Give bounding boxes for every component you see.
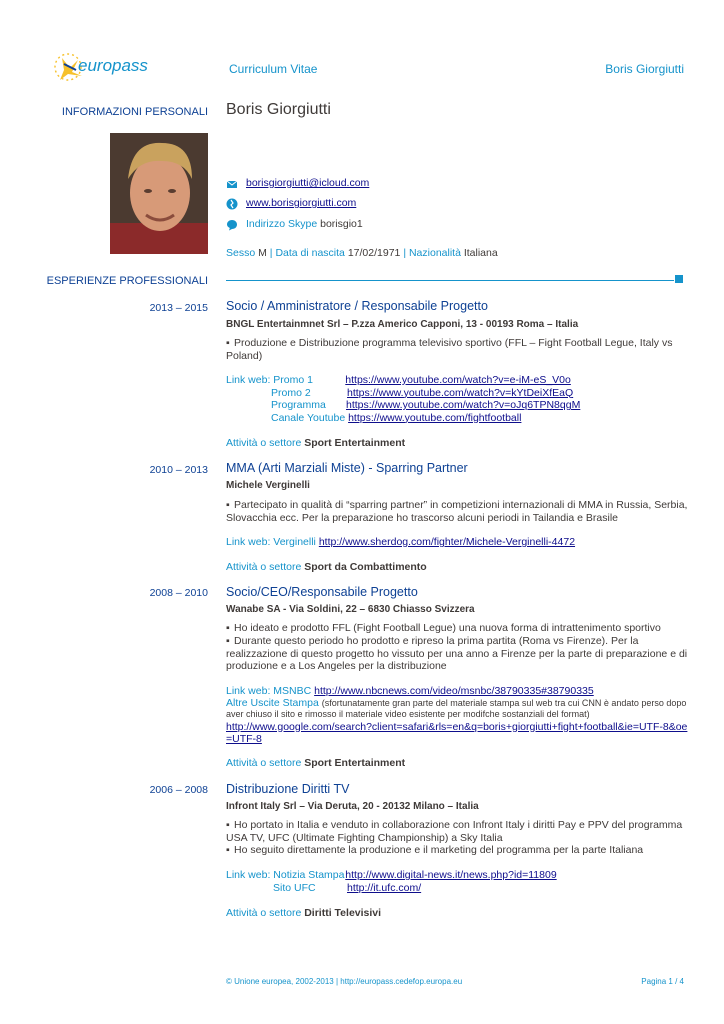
other-press-note: (sfortunatamente gran parte del materiale stampa sul web tra cui CNN è andato perso dopo aver chiuso il sito e rimosso il materiale video esistente per modifche sostanziali del format) bbox=[226, 697, 687, 720]
skype-row bbox=[246, 218, 363, 230]
europass-logo bbox=[48, 50, 158, 84]
link-name: Notizia Stampa bbox=[273, 869, 345, 881]
skype-label: Indirizzo Skype bbox=[246, 218, 318, 230]
sector-label: Attività o settore bbox=[226, 907, 302, 919]
job-dates: 2010 – 2013 bbox=[149, 464, 208, 476]
job-employer: Michele Verginelli bbox=[226, 480, 310, 491]
sector-row bbox=[226, 437, 405, 450]
email-icon bbox=[226, 178, 238, 190]
profile-photo bbox=[110, 133, 208, 254]
bullet-text: Durante questo periodo ho prodotto e ripreso la prima partita (Roma vs Firenze). Per la realizzazione di questo progetto ho vissuto per una anno a Firenze per la parte di preparazione e di produzione e a Los Angeles per la distribuzione bbox=[226, 635, 688, 673]
link-url[interactable]: http://www.digital-news.it/news.php?id=11809 bbox=[345, 869, 557, 881]
sex-label: Sesso bbox=[226, 247, 256, 259]
chat-icon bbox=[226, 219, 238, 231]
sector-label: Attività o settore bbox=[226, 561, 302, 573]
job-bullet: ▪ Partecipato in qualità di “sparring partner” in competizioni internazionali di MMA in Russia, Serbia, Slovacchia ecc. Per la preparazione ho trascorso alcuni periodi in Tailandia e Brasile bbox=[226, 499, 688, 524]
personal-details bbox=[226, 247, 498, 259]
nationality-label: Nazionalità bbox=[408, 247, 461, 259]
links-block bbox=[226, 685, 690, 746]
sector-label: Attività o settore bbox=[226, 437, 302, 449]
sector-value: Sport Entertainment bbox=[304, 437, 406, 449]
full-name: Boris Giorgiutti bbox=[226, 101, 331, 118]
logo-text: europass bbox=[78, 56, 148, 75]
footer-copyright: © Unione europea, 2002-2013 | http://europass.cedefop.europa.eu bbox=[226, 977, 463, 986]
job-dates: 2013 – 2015 bbox=[149, 302, 208, 314]
link-url[interactable]: https://www.youtube.com/watch?v=e-iM-eS_V0o bbox=[345, 374, 571, 386]
job-bullet: ▪ Ho portato in Italia e venduto in collaborazione con Infront Italy i diritti Pay e PPV del programma USA TV, UFC (Ultimate Fighting Championship) a Sky Italia bbox=[226, 819, 683, 844]
link-url[interactable]: http://www.sherdog.com/fighter/Michele-Verginelli-4472 bbox=[318, 536, 576, 548]
sector-row bbox=[226, 561, 427, 574]
links-label: Link web: bbox=[226, 869, 271, 881]
job-bullet: ▪ Ho seguito direttamente la produzione e il marketing del programma per la parte Italiana bbox=[226, 844, 644, 856]
nationality-value: Italiana bbox=[463, 247, 498, 259]
job-title: MMA (Arti Marziali Miste) - Sparring Partner bbox=[226, 461, 468, 475]
job-employer: BNGL Entertainmnet Srl – P.zza Americo Capponi, 13 - 00193 Roma – Italia bbox=[226, 319, 579, 330]
bullet-text: Ho seguito direttamente la produzione e il marketing del programma per la parte Italiana bbox=[234, 844, 644, 856]
link-name: MSNBC bbox=[273, 685, 312, 697]
doc-title: Curriculum Vitae bbox=[229, 62, 318, 76]
sector-value: Diritti Televisivi bbox=[304, 907, 382, 919]
links-block bbox=[226, 374, 580, 424]
birth-value: 17/02/1971 bbox=[347, 247, 401, 259]
section-marker bbox=[675, 275, 683, 283]
link-name: Sito UFC bbox=[273, 881, 316, 894]
bullet-text: Ho ideato e prodotto FFL (Fight Football Legue) una nuova forma di intrattenimento sportivo bbox=[234, 622, 661, 634]
job-title: Socio / Amministratore / Responsabile Progetto bbox=[226, 299, 488, 313]
sector-row bbox=[226, 907, 381, 920]
job-employer: Wanabe SA - Via Soldini, 22 – 6830 Chiasso Svizzera bbox=[226, 604, 475, 615]
link-name: Programma bbox=[271, 399, 326, 412]
bullet-text: Ho portato in Italia e venduto in collaborazione con Infront Italy i diritti Pay e PPV del programma USA TV, UFC (Ultimate Fighting Championship) a Sky Italia bbox=[226, 819, 683, 844]
birth-label: Data di nascita bbox=[275, 247, 345, 259]
links-label: Link web: bbox=[226, 374, 271, 386]
links-label: Link web: bbox=[226, 685, 271, 697]
section-label-experience: ESPERIENZE PROFESSIONALI bbox=[46, 275, 208, 287]
separator: | bbox=[269, 247, 273, 259]
job-title: Socio/CEO/Responsabile Progetto bbox=[226, 585, 418, 599]
links-block bbox=[226, 869, 557, 894]
sector-row bbox=[226, 757, 405, 770]
web-icon bbox=[226, 198, 238, 210]
section-rule bbox=[226, 280, 674, 281]
job-bullet: ▪ Durante questo periodo ho prodotto e ripreso la prima partita (Roma vs Firenze). Per la realizzazione di questo progetto ho vissuto per una anno a Firenze per la parte di preparazione e di produzione e a Los Angeles per la distribuzione bbox=[226, 635, 688, 673]
bullet-text: Partecipato in qualità di “sparring partner” in competizioni internazionali di MMA in Russia, Serbia, Slovacchia ecc. Per la preparazione ho trascorso alcuni periodi in Tailandia e Brasile bbox=[226, 499, 688, 524]
link-url[interactable]: https://www.youtube.com/watch?v=oJq6TPN8qgM bbox=[346, 399, 581, 412]
link-name: Promo 2 bbox=[271, 386, 311, 399]
links-block bbox=[226, 536, 575, 549]
sector-value: Sport da Combattimento bbox=[304, 561, 427, 573]
other-press-label: Altre Uscite Stampa bbox=[226, 696, 319, 709]
sector-value: Sport Entertainment bbox=[304, 757, 406, 769]
sex-value: M bbox=[258, 247, 267, 259]
link-url[interactable]: http://it.ufc.com/ bbox=[347, 881, 422, 894]
link-name: Verginelli bbox=[273, 536, 316, 548]
separator: | bbox=[403, 247, 407, 259]
job-dates: 2008 – 2010 bbox=[149, 587, 208, 599]
skype-value: borisgio1 bbox=[320, 218, 363, 230]
job-dates: 2006 – 2008 bbox=[149, 784, 208, 796]
job-employer: Infront Italy Srl – Via Deruta, 20 - 20132 Milano – Italia bbox=[226, 801, 479, 812]
section-label-personal: INFORMAZIONI PERSONALI bbox=[61, 106, 208, 118]
job-bullet: ▪ Produzione e Distribuzione programma televisivo sportivo (FFL – Fight Football Legue, Italy vs Poland) bbox=[226, 337, 673, 362]
header-name: Boris Giorgiutti bbox=[605, 62, 684, 76]
link-url[interactable]: https://www.youtube.com/watch?v=kYtDeiXfEaQ bbox=[347, 386, 574, 399]
sector-label: Attività o settore bbox=[226, 757, 302, 769]
link-name: Promo 1 bbox=[273, 374, 313, 386]
links-label: Link web: bbox=[226, 536, 271, 548]
google-search-link[interactable]: http://www.google.com/search?client=safari&rls=en&q=boris+giorgiutti+fight+football&ie=UTF-8&oe=UTF-8 bbox=[226, 720, 688, 746]
link-name: Canale Youtube bbox=[271, 411, 346, 424]
job-bullet: ▪ Ho ideato e prodotto FFL (Fight Football Legue) una nuova forma di intrattenimento sportivo bbox=[226, 622, 661, 634]
job-title: Distribuzione Diritti TV bbox=[226, 782, 350, 796]
website-link[interactable]: www.borisgiorgiutti.com bbox=[246, 197, 357, 209]
link-url[interactable]: https://www.youtube.com/fightfootball bbox=[348, 411, 522, 424]
email-link[interactable]: borisgiorgiutti@icloud.com bbox=[246, 177, 370, 189]
link-url[interactable]: http://www.nbcnews.com/video/msnbc/38790335#38790335 bbox=[314, 685, 594, 697]
page-number: Pagina 1 / 4 bbox=[641, 977, 684, 986]
bullet-text: Produzione e Distribuzione programma televisivo sportivo (FFL – Fight Football Legue, Italy vs Poland) bbox=[226, 337, 673, 362]
